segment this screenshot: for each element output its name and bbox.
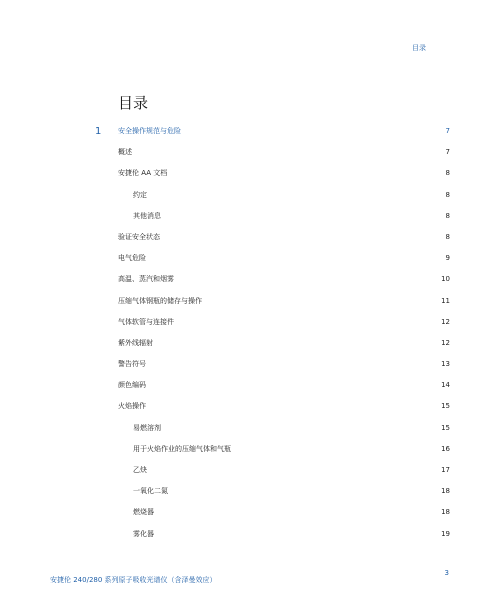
toc-entry-text[interactable]: 颜色编码	[118, 381, 146, 390]
toc-entry[interactable]	[0, 312, 500, 333]
toc-entry-text[interactable]: 压缩气体钢瓶的储存与操作	[118, 296, 202, 305]
toc-entry-chapter[interactable]	[0, 121, 500, 142]
toc-entry-text[interactable]: 一氧化二氮	[133, 487, 168, 496]
toc-page-number: 14	[441, 381, 450, 390]
toc-entry-text[interactable]: 警告符号	[118, 360, 146, 369]
toc-page-number: 10	[441, 275, 450, 284]
toc-subentry[interactable]	[0, 206, 500, 227]
toc-entry-text[interactable]: 约定	[133, 190, 147, 199]
chapter-number: 1	[95, 126, 102, 137]
toc-entry[interactable]	[0, 142, 500, 163]
toc-page-number: 19	[441, 529, 450, 538]
toc-entry[interactable]	[0, 269, 500, 290]
toc-page-number: 12	[441, 317, 450, 326]
toc-entry-text[interactable]: 概述	[118, 148, 132, 157]
toc-subentry[interactable]	[0, 524, 500, 545]
toc-subentry[interactable]	[0, 439, 500, 460]
toc-entry-text[interactable]: 火焰操作	[118, 402, 146, 411]
toc-entry-text[interactable]: 燃烧器	[133, 508, 154, 517]
toc-subentry[interactable]	[0, 185, 500, 206]
toc-subentry[interactable]	[0, 502, 500, 523]
toc-page-number: 13	[441, 360, 450, 369]
toc-subentry[interactable]	[0, 481, 500, 502]
toc-entry-text[interactable]: 高温、蒸汽和烟雾	[118, 275, 174, 284]
toc-entry-text[interactable]: 安捷伦 AA 文档	[118, 169, 168, 178]
toc-subentry[interactable]	[0, 460, 500, 481]
toc-title: 目录	[118, 94, 149, 112]
toc-entry-text[interactable]: 用于火焰作业的压缩气体和气瓶	[133, 444, 231, 453]
toc-entry[interactable]	[0, 227, 500, 248]
toc-page-number: 11	[441, 296, 450, 305]
toc-page-number: 15	[441, 402, 450, 411]
toc-entry-text[interactable]: 验证安全状态	[118, 232, 160, 241]
toc-page-number: 8	[445, 232, 450, 241]
toc-entry[interactable]	[0, 163, 500, 184]
toc-entry[interactable]	[0, 396, 500, 417]
toc-list	[0, 121, 500, 545]
toc-entry-text[interactable]: 易燃溶剂	[133, 423, 161, 432]
toc-page-number: 8	[445, 169, 450, 178]
toc-entry-text[interactable]: 乙炔	[133, 466, 147, 474]
toc-page-number: 8	[445, 211, 450, 220]
toc-entry-text[interactable]: 气体软管与连接件	[118, 317, 174, 326]
toc-page-number: 18	[441, 508, 450, 517]
toc-entry-text[interactable]: 安全操作规范与危险	[118, 127, 181, 135]
toc-page-number: 15	[441, 423, 450, 432]
footer-document-title: 安捷伦 240/280 系列原子吸收光谱仪（含泽曼效应）	[50, 576, 217, 584]
toc-entry[interactable]	[0, 375, 500, 396]
toc-page-number: 9	[445, 254, 450, 263]
toc-page-number: 8	[445, 190, 450, 199]
footer-page-number: 3	[444, 569, 449, 577]
toc-page-number: 7	[445, 127, 450, 135]
toc-entry-text[interactable]: 紫外线辐射	[118, 338, 153, 347]
toc-entry-text[interactable]: 雾化器	[133, 529, 154, 538]
toc-entry[interactable]	[0, 333, 500, 354]
toc-page-number: 12	[441, 338, 450, 347]
toc-entry[interactable]	[0, 354, 500, 375]
toc-entry[interactable]	[0, 291, 500, 312]
toc-page-number: 16	[441, 444, 450, 453]
toc-entry-text[interactable]: 电气危险	[118, 254, 146, 263]
toc-subentry[interactable]	[0, 418, 500, 439]
toc-page-number: 7	[445, 148, 450, 157]
toc-entry[interactable]	[0, 248, 500, 269]
toc-page-number: 17	[441, 466, 450, 474]
toc-page-number: 18	[441, 487, 450, 496]
toc-entry-text[interactable]: 其他消息	[133, 211, 161, 220]
running-header: 目录	[412, 44, 426, 52]
